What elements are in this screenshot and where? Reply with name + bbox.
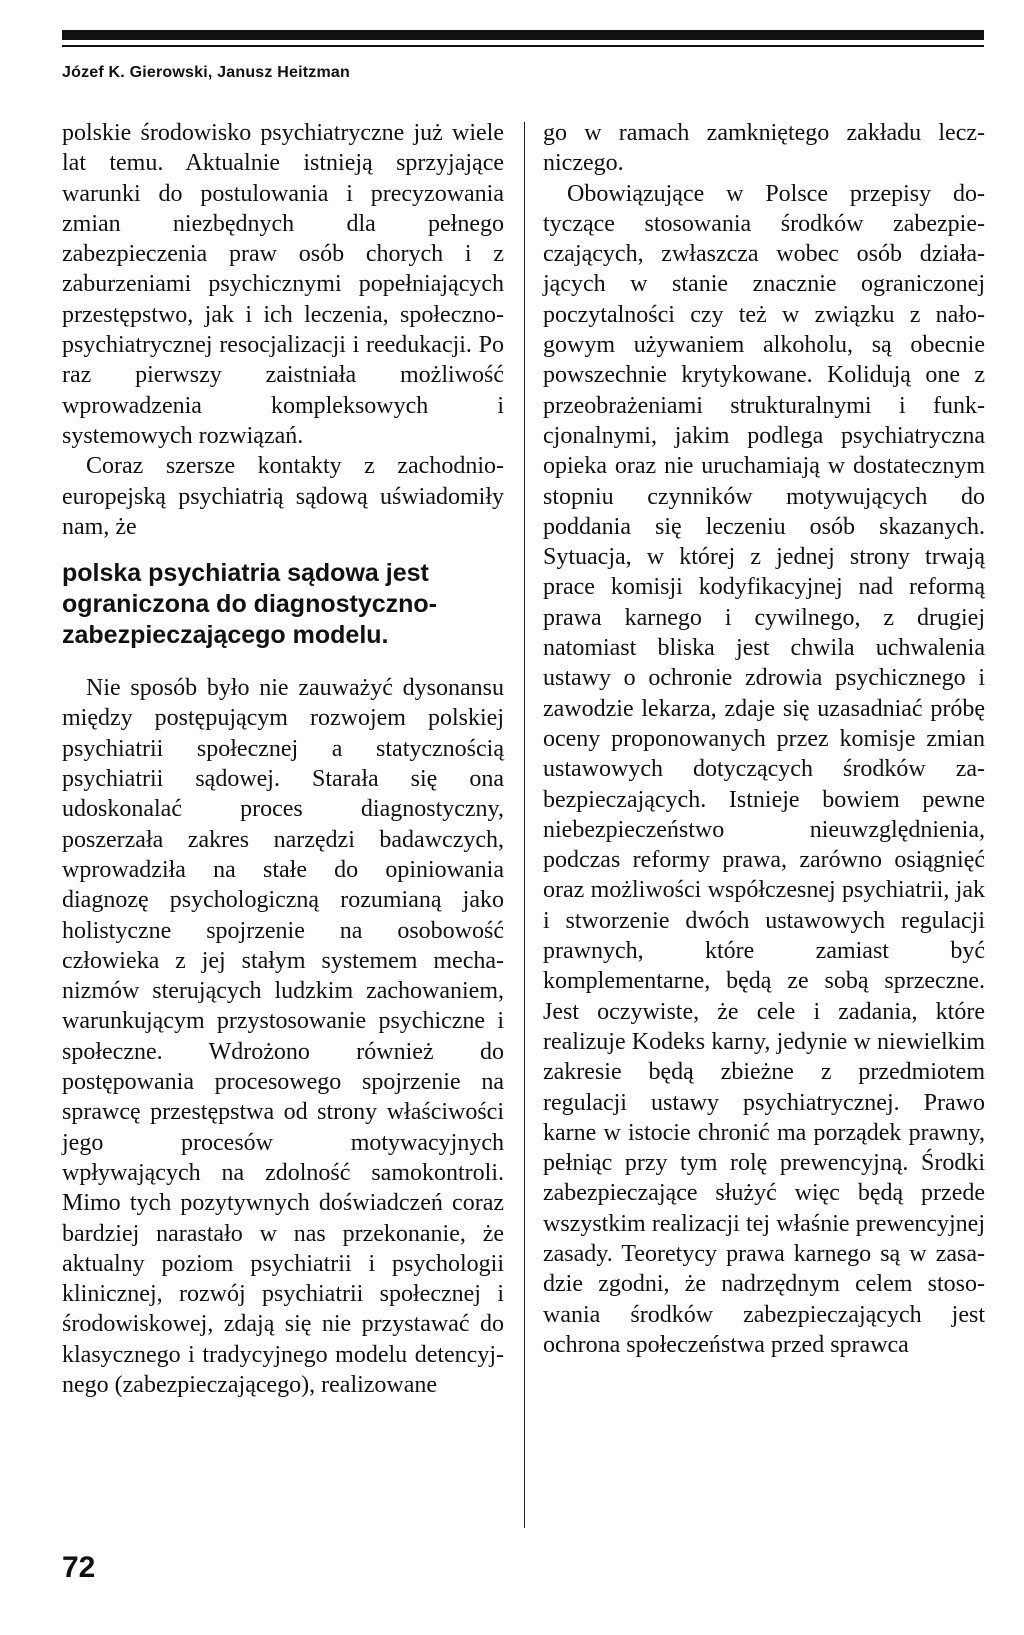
- left-paragraph-3: Nie sposób było nie zauważyć dysonansu między postępującym rozwojem polskiej psychiatrii społecznej a statycznością psychiatrii sądowej. Starała się ona udoskonalać proces diagnostyczny, poszerzała zakres narzędzi badawczych, wprowadziła na stałe do opiniowania diagnozę psychologiczną rozumianą jako holistyczne spojrzenie na osobowość człowieka z jej stałym systemem mechanizmów sterujących ludzkim zachowaniem, warunkującym przystosowanie psychiczne i społeczne. Wdrożono również do postępowania procesowego spojrzenie na sprawcę przestępstwa od strony właściwości jego procesów motywacyjnych wpływających na zdolność samokontroli. Mimo tych pozytywnych doświadczeń coraz bardziej narastało w nas przekonanie, że aktualny poziom psychiatrii i psychologii klinicznej, rozwój psychiatrii społecznej i środowiskowej, zdają się nie przystawać do klasycznego i tradycyjnego modelu detencyjnego (zabezpieczającego), realizowane: [62, 675, 504, 1398]
- column-divider: [524, 122, 525, 1528]
- left-paragraph-1: polskie środowisko psychiatryczne już wiele lat temu. Aktualnie istnieją sprzyjające warunki do postulowania i precyzowania zmian niezbędnych dla pełnego zabezpieczenia praw osób chorych i z zaburzeniami psychicznymi popełniających przestępstwo, jak i ich leczenia, społeczno-psychiatrycznej resocjalizacji i reedukacji. Po raz pierwszy zaistniała możliwość wprowadzenia kompleksowych i systemowych rozwiązań.: [62, 120, 504, 449]
- right-paragraph-2: Obowiązujące w Polsce przepisy dotyczące stosowania środków zabezpieczających, zwłaszcza wobec osób działających w stanie znacznie ograniczonej poczytalności czy też w związku z nałogowym używaniem alkoholu, są obecnie powszechnie krytykowane. Kolidują one z przeobrażeniami strukturalnymi i funkcjonalnymi, jakim podlega psychiatryczna opieka oraz nie uruchamiają w dostatecznym stopniu czynników motywujących do poddania się leczeniu osób skazanych. Sytuacja, w której z jednej strony trwają prace komisji kodyfikacyjnej nad reformą prawa karnego i cywilnego, z drugiej natomiast bliska jest chwila uchwalenia ustawy o ochronie zdrowia psychicznego i zawodzie lekarza, zdaje się uzasadniać próbę oceny proponowanych przez komisje zmian ustawowych dotyczących środków zabezpieczających. Istnieje bowiem pewne niebezpieczeństwo nieuwzględnienia, podczas reformy prawa, zarówno osiągnięć oraz możliwości współczesnej psychiatrii, jak i stworzenie dwóch ustawowych regulacji prawnych, które zamiast być komplementarne, będą ze sobą sprzeczne. Jest oczywiste, że cele i zadania, które realizuje Kodeks karny, jedynie w niewielkim zakresie będą zbieżne z przedmiotem regulacji ustawy psychiatrycznej. Prawo karne w istocie chronić ma porządek prawny, pełniąc przy tym rolę prewencyjną. Środki zabezpieczające służyć więc będą przede wszystkim realizacji tej właśnie prewencyjnej zasady. Teoretycy prawa karnego są w zasadzie zgodni, że nadrzędnym celem stosowania środków zabezpieczających jest ochrona społeczeństwa przed sprawca: [543, 180, 985, 1358]
- header-thin-rule: [62, 45, 984, 47]
- left-paragraph-2: Coraz szersze kontakty z zachodnioeuropejską psychiatrią sądową uświadomiły nam, że: [62, 453, 504, 540]
- right-column: [543, 118, 985, 1360]
- page-number: 72: [62, 1551, 96, 1584]
- running-head-authors: Józef K. Gierowski, Janusz Heitzman: [62, 64, 350, 81]
- highlighted-statement: polska psychiatria sądowa jest ograniczona do diagnostyczno-zabezpieczającego modelu.: [62, 559, 438, 650]
- header-thick-rule: [62, 30, 984, 40]
- right-paragraph-1: go w ramach zamkniętego zakładu leczniczego.: [543, 120, 985, 177]
- left-column: [62, 118, 504, 1400]
